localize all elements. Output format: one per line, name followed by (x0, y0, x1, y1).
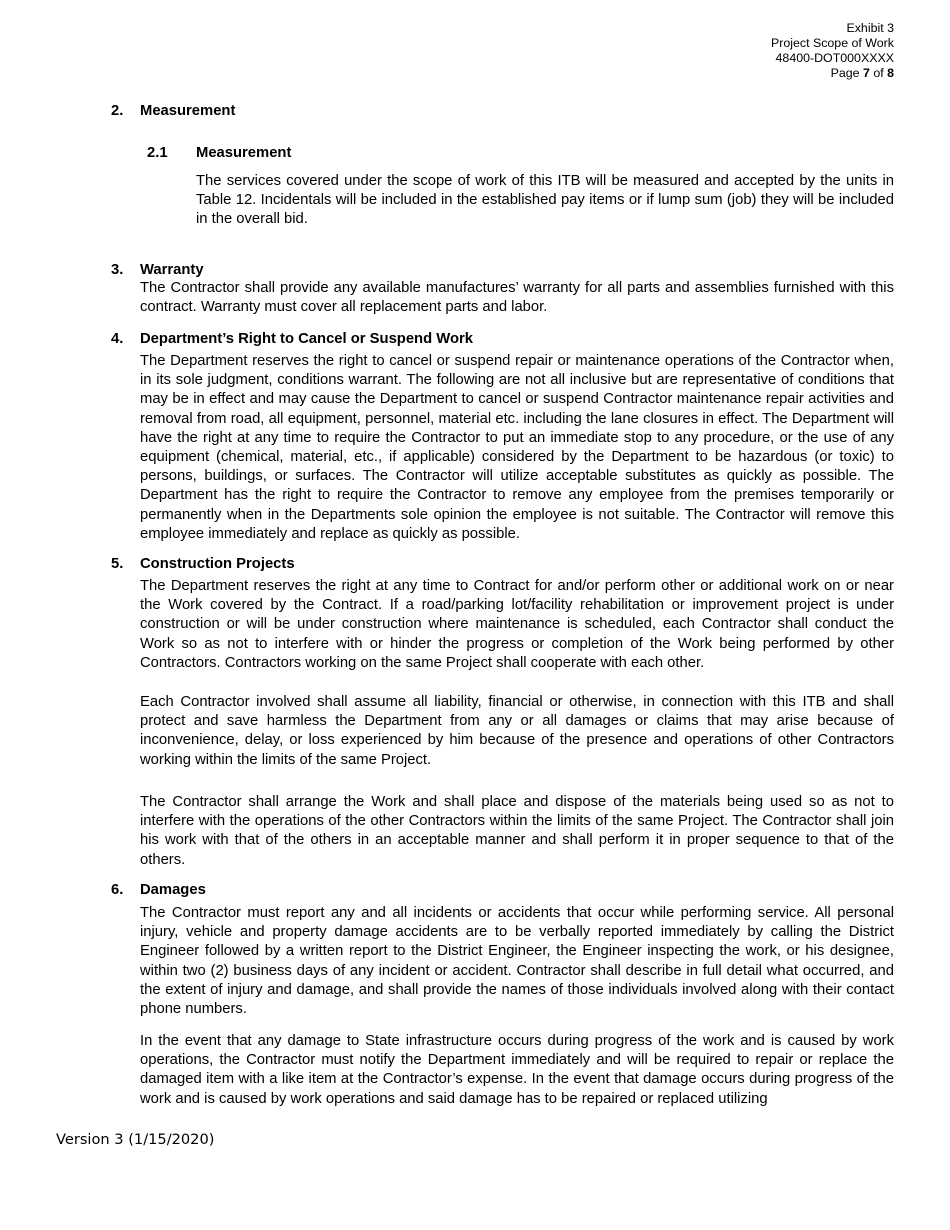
section-5-paragraph: The Department reserves the right at any time to Contract for and/or perform other or additional work on or near the Work covered by the Contract. If a road/parking lot/facility rehabilitation or improvement project is under construction or will be under construction where maintenance is scheduled, each Contractor shall conduct the Work so as not to interfere with or hinder the progress or completion of the Work being performed by other Contractors. Contractors working on the same Project shall cooperate with each other. (140, 578, 894, 671)
page-current: 7 (862, 66, 870, 80)
section-6-number: 6. (111, 882, 124, 898)
section-2-1-number: 2.1 (147, 145, 168, 161)
section-4-number: 4. (111, 331, 124, 347)
section-3-text: The Contractor shall provide any available manufactures’ warranty for all parts and assemblies furnished with this contract. Warranty must cover all replacement parts and labor. (140, 280, 894, 316)
section-5-number: 5. (111, 556, 124, 572)
section-5-paragraph: Each Contractor involved shall assume all liability, financial or otherwise, in connection with this ITB and shall protect and save harmless the Department from any or all damages or claims that may arise because of inconvenience, delay, or loss experienced by him because of the presence and operations of other Contractors working within the limits of the same Project. (140, 694, 894, 768)
section-4-text: The Department reserves the right to cancel or suspend repair or maintenance operations of the Contractor when, in its sole judgment, conditions warrant. The following are not all inclusive but are representative of conditions that may be in effect and may cause the Department to cancel or suspend Contractor maintenance repair activities and removal from road, all equipment, personnel, material etc. including the lane closures in effect. The Department will have the right at any time to require the Contractor to put an immediate stop to any procedure, or the use of any equipment (chemical, material, etc., if applicable) considered by the Department to be hazardous (or toxic) to persons, buildings, or surfaces. The Contractor will utilize acceptable substitutes as quickly as possible. The Department has the right to require the Contractor to remove any employee from the premises temporarily or permanently when in the Departments sole opinion the employee is not suitable. The Contractor will remove this employee immediately and replace as quickly as possible. (140, 353, 894, 542)
document-title: Project Scope of Work (770, 36, 894, 50)
exhibit-label: Exhibit 3 (846, 21, 894, 35)
section-6-paragraph: In the event that any damage to State infrastructure occurs during progress of the work and is caused by work operations, the Contractor must notify the Department immediately and will be required to repair or replace the damaged item with a like item at the Contractor’s expense. In the event that damage occurs during progress of the work and is caused by work operations and said damage has to be repaired or replaced utilizing (140, 1033, 894, 1107)
section-5-title: Construction Projects (140, 556, 295, 572)
section-5-paragraph: The Contractor shall arrange the Work and shall place and dispose of the materials being used so as not to interfere with the operations of the other Contractors within the limits of the same Project. The Contractor shall join his work with that of the others in an acceptable manner and shall perform it in proper sequence to that of the others. (140, 794, 894, 868)
document-id: 48400-DOT000XXXX (775, 51, 894, 65)
page-header (771, 21, 894, 81)
section-4-title: Department’s Right to Cancel or Suspend Work (140, 331, 473, 347)
section-2-number: 2. (111, 103, 124, 119)
page-prefix: Page (830, 66, 863, 80)
version-footer: Version 3 (1/15/2020) (56, 1131, 215, 1148)
section-6-paragraph: The Contractor must report any and all incidents or accidents that occur while performing service. All personal injury, vehicle and property damage accidents are to be verbally reported immediately by calling the District Engineer followed by a written report to the District Engineer, the Engineer inspecting the work, or his designee, within two (2) business days of any incident or accident. Contractor shall describe in full detail what occurred, and the extent of injury and damage, and shall provide the names of those individuals involved along with their contact phone numbers. (140, 905, 894, 1018)
page-number (771, 66, 894, 81)
section-2-1-text: The services covered under the scope of work of this ITB will be measured and accepted by the units in Table 12. Incidentals will be included in the established pay items or if lump sum (job) they will be included in the overall bid. (196, 173, 894, 228)
page-of: of (869, 66, 888, 80)
section-6-title: Damages (140, 882, 206, 898)
section-3-number: 3. (111, 262, 124, 278)
section-2-1-title: Measurement (196, 145, 292, 161)
section-3-title: Warranty (140, 262, 204, 278)
section-2-title: Measurement (140, 103, 236, 119)
page-total: 8 (887, 66, 894, 80)
